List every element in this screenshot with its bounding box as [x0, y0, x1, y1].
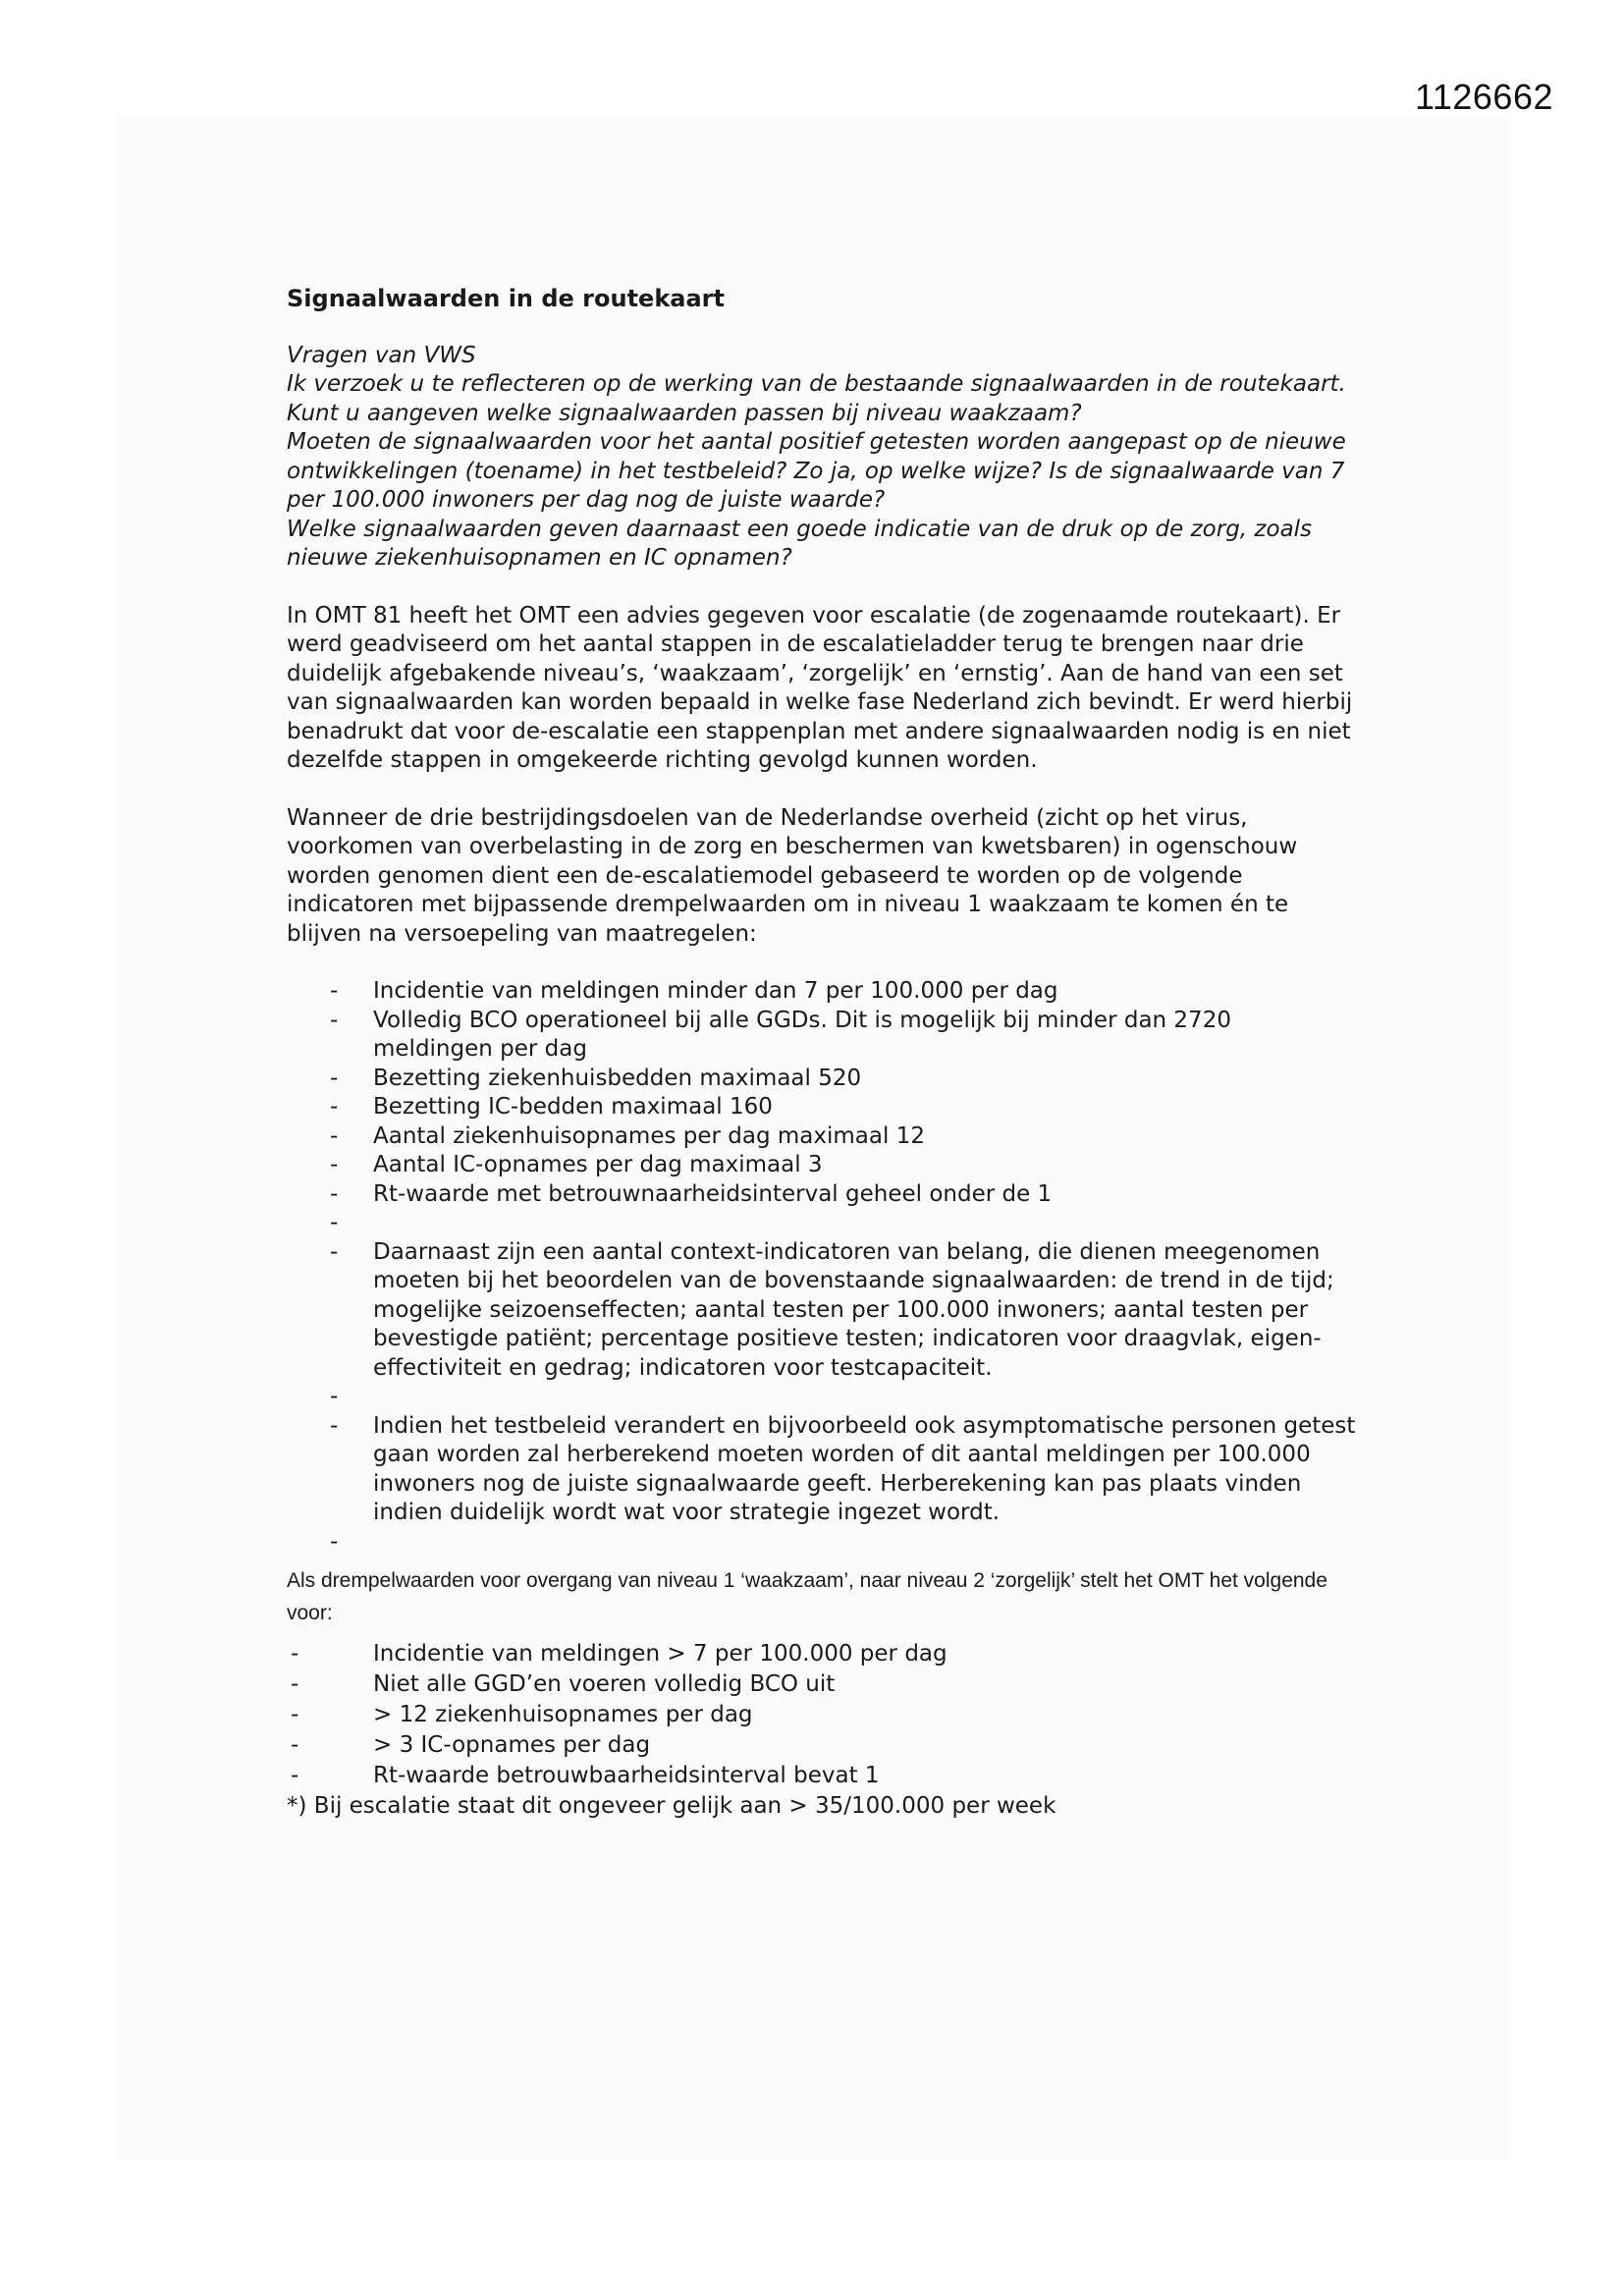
list-item — [287, 1700, 1357, 1730]
list-item — [287, 1730, 1357, 1761]
list-item-text: Daarnaast zijn een aantal context-indicatoren van belang, die dienen meegenomen moeten bij het beoordelen van de bovenstaande signaalwaarden: de trend in de tijd; mogelijke seizoenseffecten; aantal testen per 100.000 inwoners; aantal testen per bevestigde patiënt; percentage positieve testen; indicatoren voor draagvlak, eigen-effectiviteit en gedrag; indicatoren voor testcapaciteit. — [373, 1238, 1334, 1381]
document-title: Signaalwaarden in de routekaart — [287, 285, 725, 312]
list-item — [287, 1412, 1357, 1528]
list-item — [287, 1669, 1357, 1700]
threshold-list — [287, 1639, 1357, 1791]
paragraph-bestrijdingsdoelen: Wanneer de drie bestrijdingsdoelen van de Nederlandse overheid (zicht op het virus, voorkomen van overbelasting in de zorg en beschermen van kwetsbaren) in ogenschouw worden genomen dient een de-escalatiemodel gebaseerd te worden op de volgende indicatoren met bijpassende drempelwaarden om in niveau 1 waakzaam te komen én te blijven na versoepeling van maatregelen: — [287, 804, 1298, 947]
list-item — [287, 1151, 1357, 1180]
dash-bullet: - — [330, 1122, 339, 1149]
question-line: Ik verzoek u te reflecteren op de werking van de bestaande signaalwaarden in de routekaart. — [287, 371, 1346, 397]
question-line: Kunt u aangeven welke signaalwaarden passen bij niveau waakzaam? — [287, 400, 1082, 426]
list-item-text: Bezetting ziekenhuisbedden maximaal 520 — [373, 1065, 862, 1091]
dash-bullet: - — [291, 1702, 299, 1727]
dash-bullet: - — [330, 1210, 339, 1235]
dash-bullet: - — [330, 1180, 339, 1207]
list-item — [287, 977, 1357, 1007]
list-item-empty — [287, 1528, 1357, 1558]
dash-bullet: - — [330, 1094, 339, 1120]
list-item — [287, 1761, 1357, 1791]
indicator-list — [287, 977, 1357, 1557]
list-item-text: Bezetting IC-bedden maximaal 160 — [373, 1094, 773, 1120]
list-item — [287, 1122, 1357, 1152]
footnote: *) Bij escalatie staat dit ongeveer gelijk aan > 35/100.000 per week — [287, 1793, 1056, 1819]
dash-bullet: - — [330, 1384, 339, 1409]
dash-bullet: - — [291, 1732, 299, 1758]
list-item — [287, 1007, 1357, 1065]
list-item-text: Rt-waarde betrouwbaarheidsinterval bevat 1 — [373, 1763, 880, 1788]
list-item-text: Niet alle GGD’en voeren volledig BCO uit — [373, 1671, 836, 1697]
list-item-text: > 3 IC-opnames per dag — [373, 1732, 651, 1758]
list-item — [287, 1065, 1357, 1094]
list-item-text: Incidentie van meldingen minder dan 7 per 100.000 per dag — [373, 978, 1058, 1004]
list-item — [287, 1093, 1357, 1122]
list-item — [287, 1180, 1357, 1210]
list-item-text: Aantal ziekenhuisopnames per dag maximaal 12 — [373, 1122, 925, 1149]
list-item — [287, 1238, 1357, 1384]
list-item — [287, 1639, 1357, 1669]
list-item-text: Incidentie van meldingen > 7 per 100.000 per dag — [373, 1641, 947, 1667]
list-item-empty — [287, 1383, 1357, 1412]
dash-bullet: - — [330, 1007, 339, 1033]
question-line: Moeten de signaalwaarden voor het aantal positief getesten worden aangepast op de nieuwe ontwikkelingen (toename) in het testbeleid? Zo ja, op welke wijze? Is de signaalwaarde van 7 per 100.000 inwoners per dag nog de juiste waarde? — [287, 429, 1346, 513]
dash-bullet: - — [291, 1763, 299, 1788]
questions-block — [287, 342, 1357, 574]
list-item-text: Aantal IC-opnames per dag maximaal 3 — [373, 1152, 823, 1177]
list-item-text: Rt-waarde met betrouwnaarheidsinterval geheel onder de 1 — [373, 1180, 1053, 1207]
dash-bullet: - — [330, 978, 339, 1004]
dash-bullet: - — [330, 1528, 339, 1555]
document-id: 1126662 — [1415, 77, 1553, 117]
question-line: Vragen van VWS — [287, 342, 476, 368]
dash-bullet: - — [330, 1412, 339, 1439]
list-item-text: Volledig BCO operationeel bij alle GGDs. Dit is mogelijk bij minder dan 2720 meldingen per dag — [373, 1007, 1231, 1062]
threshold-intro: Als drempelwaarden voor overgang van niveau 1 ‘waakzaam’, naar niveau 2 ‘zorgelijk’ stelt het OMT het volgende voor: — [287, 1569, 1327, 1624]
dash-bullet: - — [330, 1152, 339, 1177]
dash-bullet: - — [291, 1671, 299, 1697]
paragraph-routekaart: In OMT 81 heeft het OMT een advies gegeven voor escalatie (de zogenaamde routekaart). Er werd geadviseerd om het aantal stappen in de escalatieladder terug te brengen naar drie duidelijk afgebakende niveau’s, ‘waakzaam’, ‘zorgelijk’ en ‘ernstig’. Aan de hand van een set van signaalwaarden kan worden bepaald in welke fase Nederland zich bevindt. Er werd hierbij benadrukt dat voor de-escalatie een stappenplan met andere signaalwaarden nodig is en niet dezelfde stappen in omgekeerde richting gevolgd kunnen worden. — [287, 602, 1353, 773]
document-body — [287, 285, 1357, 1822]
list-item-empty — [287, 1209, 1357, 1238]
dash-bullet: - — [330, 1238, 339, 1265]
dash-bullet: - — [291, 1641, 299, 1667]
dash-bullet: - — [330, 1065, 339, 1091]
question-line: Welke signaalwaarden geven daarnaast een goede indicatie van de druk op de zorg, zoals nieuwe ziekenhuisopnamen en IC opnamen? — [287, 516, 1313, 571]
list-item-text: > 12 ziekenhuisopnames per dag — [373, 1702, 753, 1727]
list-item-text: Indien het testbeleid verandert en bijvoorbeeld ook asymptomatische personen getest gaan worden zal herberekend moeten worden of dit aantal meldingen per 100.000 inwoners nog de juiste signaalwaarde geeft. Herberekening kan pas plaats vinden indien duidelijk wordt wat voor strategie ingezet wordt. — [373, 1412, 1356, 1525]
